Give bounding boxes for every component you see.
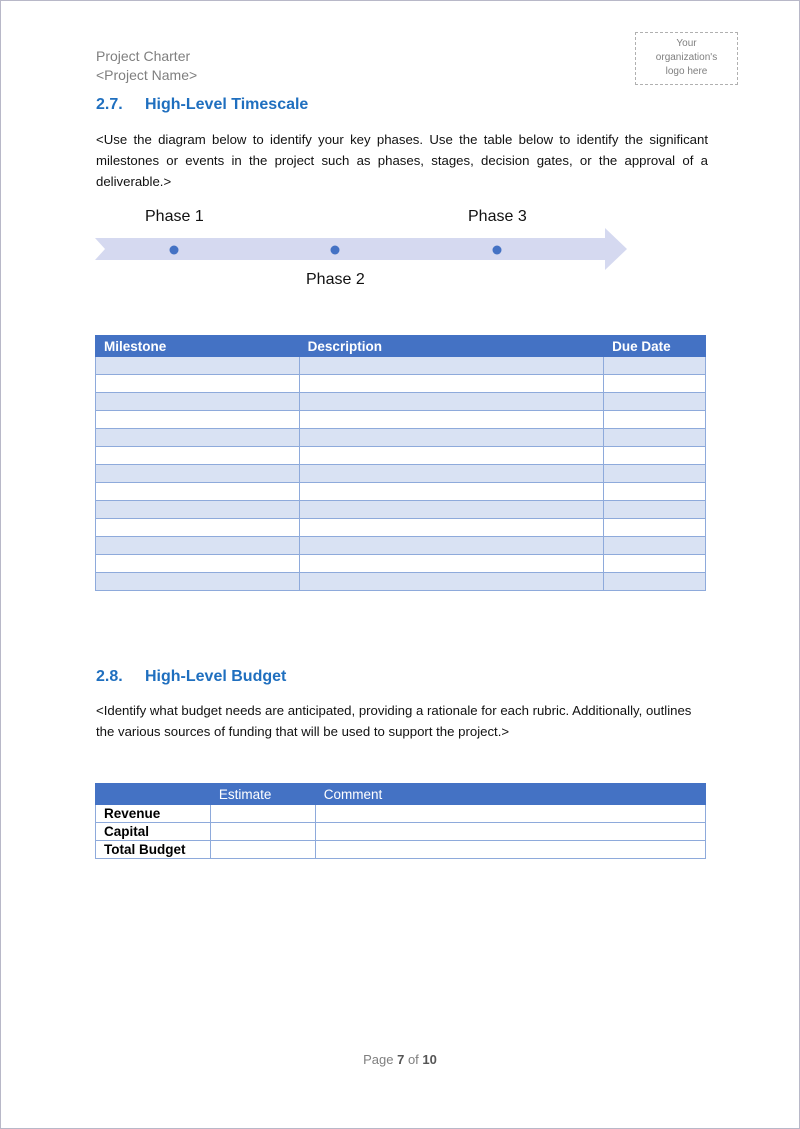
due-date-cell[interactable] xyxy=(604,465,706,483)
milestone-row xyxy=(96,465,706,483)
milestone-table-header xyxy=(96,336,706,357)
total-page-count: 10 xyxy=(422,1052,437,1067)
estimate-cell[interactable] xyxy=(210,805,315,823)
description-cell[interactable] xyxy=(299,357,603,375)
milestone-row xyxy=(96,483,706,501)
due-date-cell[interactable] xyxy=(604,429,706,447)
comment-cell[interactable] xyxy=(315,823,705,841)
milestone-cell[interactable] xyxy=(96,483,300,501)
due-date-cell[interactable] xyxy=(604,357,706,375)
milestone-cell[interactable] xyxy=(96,447,300,465)
milestone-cell[interactable] xyxy=(96,357,300,375)
column-header-comment: Comment xyxy=(315,784,705,805)
milestone-cell[interactable] xyxy=(96,519,300,537)
description-cell[interactable] xyxy=(299,537,603,555)
milestone-row xyxy=(96,573,706,591)
logo-line: organization's xyxy=(655,52,718,63)
current-page-number: 7 xyxy=(397,1052,405,1067)
estimate-cell[interactable] xyxy=(210,823,315,841)
column-header-milestone: Milestone xyxy=(96,336,300,357)
row-label-revenue: Revenue xyxy=(96,805,211,823)
phase-marker-1 xyxy=(170,246,179,255)
project-name-placeholder: <Project Name> xyxy=(96,67,198,83)
milestone-cell[interactable] xyxy=(96,393,300,411)
section-title: High-Level Budget xyxy=(145,668,287,685)
milestone-row xyxy=(96,411,706,429)
due-date-cell[interactable] xyxy=(604,375,706,393)
column-header-description: Description xyxy=(299,336,603,357)
description-cell[interactable] xyxy=(299,429,603,447)
milestone-cell[interactable] xyxy=(96,537,300,555)
due-date-cell[interactable] xyxy=(604,501,706,519)
due-date-cell[interactable] xyxy=(604,537,706,555)
milestone-row xyxy=(96,393,706,411)
milestone-row xyxy=(96,519,706,537)
section-heading-budget xyxy=(96,668,286,686)
milestone-cell[interactable] xyxy=(96,411,300,429)
description-cell[interactable] xyxy=(299,411,603,429)
page-separator: of xyxy=(404,1052,423,1067)
milestone-row xyxy=(96,357,706,375)
comment-cell[interactable] xyxy=(315,841,705,859)
due-date-cell[interactable] xyxy=(604,447,706,465)
column-header-due-date: Due Date xyxy=(604,336,706,357)
description-cell[interactable] xyxy=(299,555,603,573)
page-prefix: Page xyxy=(363,1052,398,1067)
column-header-blank xyxy=(96,784,211,805)
description-cell[interactable] xyxy=(299,501,603,519)
document-title: Project Charter xyxy=(96,48,191,64)
description-cell[interactable] xyxy=(299,375,603,393)
milestone-row xyxy=(96,375,706,393)
section-number: 2.7. xyxy=(96,96,123,113)
milestone-row xyxy=(96,537,706,555)
phase-marker-3 xyxy=(493,246,502,255)
budget-table-header xyxy=(96,784,706,805)
page-footer xyxy=(0,1052,800,1067)
due-date-cell[interactable] xyxy=(604,519,706,537)
milestone-cell[interactable] xyxy=(96,501,300,519)
description-cell[interactable] xyxy=(299,483,603,501)
section-title: High-Level Timescale xyxy=(145,96,309,113)
description-cell[interactable] xyxy=(299,573,603,591)
budget-row xyxy=(96,805,706,823)
due-date-cell[interactable] xyxy=(604,573,706,591)
milestone-row xyxy=(96,555,706,573)
description-cell[interactable] xyxy=(299,465,603,483)
budget-row xyxy=(96,841,706,859)
phase-label-2: Phase 2 xyxy=(306,271,365,288)
description-cell[interactable] xyxy=(299,393,603,411)
milestone-row xyxy=(96,447,706,465)
milestone-row xyxy=(96,501,706,519)
estimate-cell[interactable] xyxy=(210,841,315,859)
row-label-capital: Capital xyxy=(96,823,211,841)
milestone-cell[interactable] xyxy=(96,465,300,483)
milestone-row xyxy=(96,429,706,447)
due-date-cell[interactable] xyxy=(604,393,706,411)
column-header-estimate: Estimate xyxy=(210,784,315,805)
due-date-cell[interactable] xyxy=(604,411,706,429)
section-number: 2.8. xyxy=(96,668,123,685)
due-date-cell[interactable] xyxy=(604,555,706,573)
section-heading-timescale xyxy=(96,96,308,114)
milestone-cell[interactable] xyxy=(96,375,300,393)
timescale-instructions: <Use the diagram below to identify your key phases. Use the table below to identify the significant milestones or events in the project such as phases, stages, decision gates, or the approval of a deliverable.> xyxy=(96,132,708,189)
comment-cell[interactable] xyxy=(315,805,705,823)
phase-label-3: Phase 3 xyxy=(468,208,527,225)
description-cell[interactable] xyxy=(299,519,603,537)
phase-label-1: Phase 1 xyxy=(145,208,204,225)
milestone-cell[interactable] xyxy=(96,429,300,447)
logo-line: logo here xyxy=(665,66,708,77)
row-label-total-budget: Total Budget xyxy=(96,841,211,859)
phase-marker-2 xyxy=(331,246,340,255)
milestone-cell[interactable] xyxy=(96,555,300,573)
phase-timeline-diagram xyxy=(95,226,630,272)
budget-instructions: <Identify what budget needs are anticipated, providing a rationale for each rubric. Additionally, outlines the various sources of funding that will be used to support the project.> xyxy=(96,703,692,739)
milestone-cell[interactable] xyxy=(96,573,300,591)
budget-table xyxy=(95,783,706,859)
milestone-table xyxy=(95,335,706,591)
description-cell[interactable] xyxy=(299,447,603,465)
logo-line: Your xyxy=(676,38,697,49)
budget-row xyxy=(96,823,706,841)
logo-placeholder xyxy=(635,32,738,85)
due-date-cell[interactable] xyxy=(604,483,706,501)
